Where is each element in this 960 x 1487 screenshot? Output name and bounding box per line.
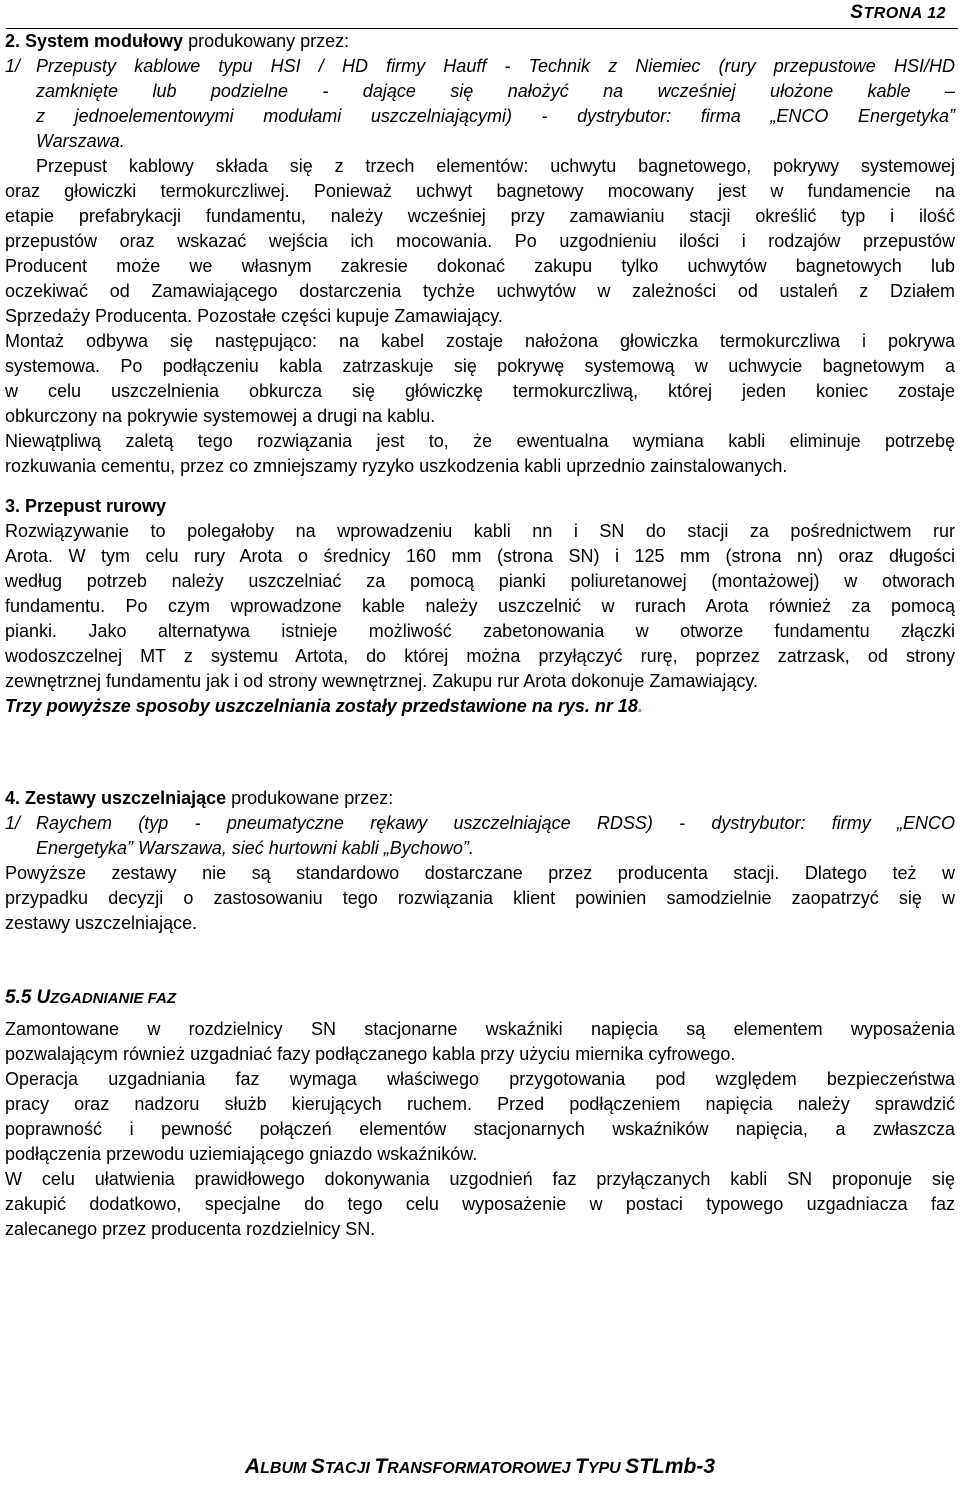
section-3-paragraph-line: według potrzeb należy uszczelniać za pomocą pianki poliuretanowej (montażowej) w otworach (5, 571, 955, 591)
section-2-item-line: Przepusty kablowe typu HSI / HD firmy Hauff - Technik z Niemiec (rury przepustowe HSI/HD (36, 56, 955, 76)
section-5-5-paragraph-line: pozwalającym również uzgadniać fazy podłączanego kabla przy użyciu miernika cyfrowego. (5, 1044, 736, 1064)
section-4-paragraph-line: przypadku decyzji o zastosowaniu tego rozwiązania klient powinien samodzielnie zaopatrzyć się w (5, 888, 955, 908)
section-2-paragraph-line: oczekiwać od Zamawiającego dostarczenia tychże uchwytów w zależności od ustaleń z Działem (5, 281, 955, 301)
section-2-paragraph-line: systemowa. Po podłączeniu kabla zatrzaskuje się pokrywę systemową w uchwycie bagnetowym a (5, 356, 955, 376)
section-4-item-line: Energetyka” Warszawa, sieć hurtowni kabli „Bychowo”. (36, 838, 474, 858)
section-2-paragraph-line: etapie prefabrykacji fundamentu, należy wcześniej przy zamawianiu stacji określić typ i ilość (5, 206, 955, 226)
section-3-paragraph-line: fundamentu. Po czym wprowadzone kable należy uszczelnić w rurach Arota również za pomocą (5, 596, 955, 616)
section-3-paragraph-line: zewnętrznej fundamentu jak i od strony wewnętrznej. Zakupu rur Arota dokonuje Zamawiający. (5, 671, 759, 691)
footer-title: ALBUM STACJI TRANSFORMATOROWEJ TYPU STLmb-3 (244, 1455, 716, 1478)
section-3-heading: 3. Przepust rurowy (5, 496, 167, 516)
section-3-paragraph-line: wodoszczelnej MT z systemu Artota, do której można przyłączyć rurę, poprzez zatrzask, od strony (5, 646, 955, 666)
section-4-paragraph-line: Powyższe zestawy nie są standardowo dostarczane przez producenta stacji. Dlatego też w (5, 863, 955, 883)
section-4-paragraph-line: zestawy uszczelniające. (5, 913, 198, 933)
section-2-paragraph-line: oraz głowiczki termokurczliwej. Ponieważ uchwyt bagnetowy mocowany jest w fundamencie na (5, 181, 955, 201)
section-5-5-paragraph-line: zalecanego przez producenta rozdzielnicy SN. (5, 1219, 376, 1239)
section-4-item-marker: 1/ (5, 813, 21, 833)
section-2-heading: 2. System modułowy produkowany przez: (5, 31, 350, 51)
section-5-5-paragraph-line: zakupić dodatkowo, specjalne do tego celu wyposażenie w postaci typowego uzgadniacza faz (5, 1194, 955, 1214)
section-2-paragraph-line: Niewątpliwą zaletą tego rozwiązania jest to, że ewentualna wymiana kabli eliminuje potrzebę (5, 431, 955, 451)
section-3-emphasis: Trzy powyższe sposoby uszczelniania zostały przedstawione na rys. nr 18. (5, 696, 643, 716)
section-5-5-paragraph-line: W celu ułatwienia prawidłowego dokonywania uzgodnień faz przyłączanych kabli SN proponuje się (5, 1169, 955, 1189)
page-footer (0, 1455, 960, 1479)
section-5-5-paragraph-line: Operacja uzgadniania faz wymaga właściwego przygotowania pod względem bezpieczeństwa (5, 1069, 955, 1089)
section-3-paragraph-line: pianki. Jako alternatywa istnieje możliwość zabetonowania w otworze fundamentu złączki (5, 621, 955, 641)
section-2-paragraph-line: obkurczony na pokrywie systemowej a drugi na kablu. (5, 406, 436, 426)
section-2-paragraph-line: przepustów oraz wskazać wejścia ich mocowania. Po uzgodnieniu ilości i rodzajów przepustów (5, 231, 955, 251)
section-2-item-line: zamknięte lub podzielne - dające się nałożyć na wcześniej ułożone kable – (36, 81, 955, 101)
section-2-paragraph-line: Sprzedaży Producenta. Pozostałe części kupuje Zamawiający. (5, 306, 503, 326)
section-2-paragraph-line: rozkuwania cementu, przez co zmniejszamy ryzyko uszkodzenia kabli uprzednio zainstalowanych. (5, 456, 788, 476)
section-2-item-line: Warszawa. (36, 131, 125, 151)
section-4-item-line: Raychem (typ - pneumatyczne rękawy uszczelniające RDSS) - dystrybutor: firmy „ENCO (36, 813, 955, 833)
section-2-paragraph-line: Producent może we własnym zakresie dokonać zakupu tylko uchwytów bagnetowych lub (5, 256, 955, 276)
section-5-5-paragraph-line: poprawność i pewność połączeń elementów stacjonarnych wskaźników napięcia, a zwłaszcza (5, 1119, 955, 1139)
section-4-heading: 4. Zestawy uszczelniające produkowane przez: (5, 788, 394, 808)
section-2-paragraph-line: w celu uszczelnienia obkurcza się główiczkę termokurczliwą, której jeden koniec zostaje (5, 381, 955, 401)
section-3-paragraph-line: Rozwiązywanie to polegałoby na wprowadzeniu kabli nn i SN do stacji za pośrednictwem rur (5, 521, 955, 541)
section-2-item-marker: 1/ (5, 56, 21, 76)
section-5-5-paragraph-line: podłączenia przewodu uziemiającego gniazdo wskaźników. (5, 1144, 478, 1164)
section-5-5-paragraph-line: pracy oraz nadzoru służb kierujących ruchem. Przed podłączeniem napięcia należy sprawdzić (5, 1094, 955, 1114)
section-5-5-paragraph-line: Zamontowane w rozdzielnicy SN stacjonarne wskaźniki napięcia są elementem wyposażenia (5, 1019, 955, 1039)
section-2-item-line: z jednoelementowymi modułami uszczelniającymi) - dystrybutor: firma „ENCO Energetyka” (36, 106, 955, 126)
section-3-paragraph-line: Arota. W tym celu rury Arota o średnicy 160 mm (strona SN) i 125 mm (strona nn) oraz długości (5, 546, 955, 566)
page-number: STRONA 12 (850, 2, 946, 23)
section-2-paragraph-line: Montaż odbywa się następująco: na kabel zostaje nałożona głowiczka termokurczliwa i pokrywa (5, 331, 955, 351)
section-2-paragraph-line: Przepust kablowy składa się z trzech elementów: uchwytu bagnetowego, pokrywy systemowej (36, 156, 955, 176)
section-5-5-heading: 5.5 UZGADNIANIE FAZ (5, 987, 177, 1008)
